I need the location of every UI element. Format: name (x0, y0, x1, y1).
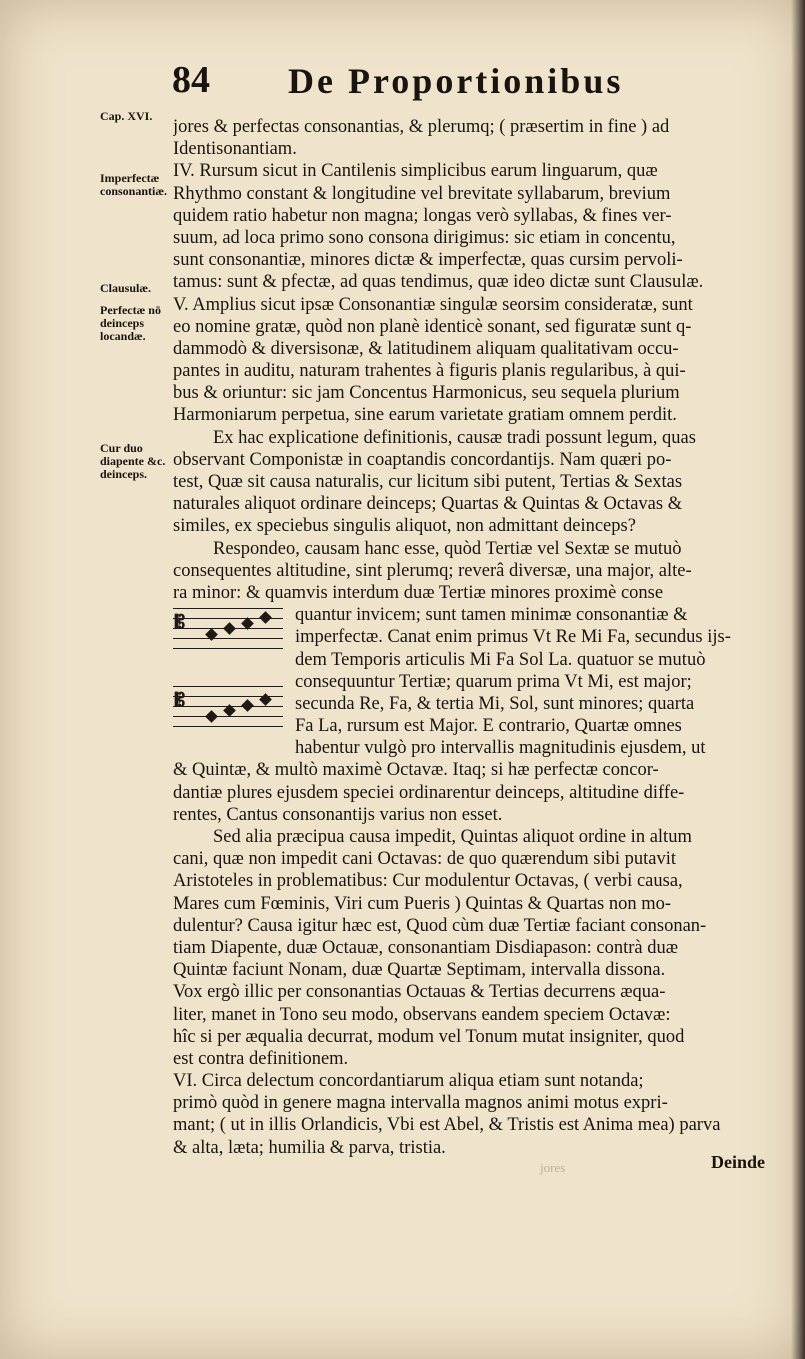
text-line: liter, manet in Tono seu modo, observans eandem speciem Octavæ: (173, 1004, 671, 1025)
margin-note-chapter: Cap. XVI. (100, 109, 153, 123)
text-line: dantiæ plures ejusdem speciei ordinarentur deinceps, altitudine diffe- (173, 782, 685, 803)
text-line: secunda Re, Fa, & tertia Mi, Sol, sunt minores; quarta (295, 693, 695, 714)
staff-line (173, 726, 283, 727)
text-line: suum, ad loca primo sono consona dirigimus: sic etiam in concentu, (173, 227, 676, 248)
margin-note-clausulae: Clausulæ. (100, 281, 152, 295)
text-line: jores & perfectas consonantias, & plerumq; ( præsertim in fine ) ad (173, 117, 670, 137)
staff-line (173, 648, 283, 649)
page-header (172, 58, 732, 108)
staff-line (173, 686, 283, 687)
running-title: De Proportionibus (288, 61, 624, 101)
text-line: Mares cum Fœminis, Viri cum Pueris ) Quintas & Quartas non mo- (173, 893, 671, 914)
text-line: Identisonantiam. (173, 139, 297, 160)
text-line: eo nomine gratæ, quòd non planè identicè sonant, sed figuratæ sunt q- (173, 316, 692, 337)
note-icon (205, 710, 218, 723)
text-line: Ex hac explicatione definitionis, causæ tradi possunt legum, quas (213, 427, 696, 448)
text-line: imperfectæ. Canat enim primus Vt Re Mi Fa, secundus ijs- (295, 627, 731, 648)
note-icon (223, 622, 236, 635)
text-line: Fa La, rursum est Major. E contrario, Quartæ omnes (295, 716, 682, 737)
text-line: & Quintæ, & multò maximè Octavæ. Itaq; si hæ perfectæ concor- (173, 760, 659, 781)
text-line: bus & oriuntur: sic jam Concentus Harmonicus, seu sequela plurium (173, 383, 680, 404)
text-line: rentes, Cantus consonantijs varius non esset. (173, 804, 503, 825)
text-line: Respondeo, causam hanc esse, quòd Tertiæ vel Sextæ se mutuò (213, 538, 682, 559)
text-line: V. Amplius sicut ipsæ Consonantiæ singulæ seorsim consideratæ, sunt (173, 294, 693, 315)
text-line: dem Temporis articulis Mi Fa Sol La. quatuor se mutuò (295, 649, 706, 670)
text-line: habentur vulgò pro intervallis magnitudinis ejusdem, ut (295, 738, 706, 759)
music-staff-upper (173, 604, 283, 652)
text-line: Vox ergò illic per consonantias Octauas & Tertias decurrens æqua- (173, 982, 666, 1003)
clef-icon: 𝄡 (175, 690, 186, 710)
text-line: ra minor: & quamvis interdum duæ Tertiæ minores proximè conse (173, 582, 664, 603)
margin-note-diapente: Cur duo diapente &c. deinceps. (100, 441, 166, 481)
text-line: primò quòd in genere magna intervalla magnos animi motus expri- (173, 1093, 668, 1114)
text-line: naturales aliquot ordinare deinceps; Quartas & Quintas & Octavas & (173, 494, 683, 515)
text-line: est contra definitionem. (173, 1048, 349, 1069)
text-line: Sed alia præcipua causa impedit, Quintas aliquot ordine in altum (213, 827, 692, 847)
text-line: observant Componistæ in coaptandis concordantijs. Nam quæri po- (173, 449, 672, 470)
bleed-through-text: jores (540, 1160, 566, 1175)
text-line: Harmoniarum perpetua, sine earum varietate gratiam omnem perdit. (173, 405, 677, 426)
margin-note-perfect: Perfectæ nō deinceps locandæ. (100, 303, 161, 343)
text-line: similes, ex speciebus singulis aliquot, non admittant deinceps? (173, 516, 636, 537)
text-line: Aristoteles in problematibus: Cur modulentur Octavas, ( verbi causa, (173, 871, 683, 892)
staff-line (173, 608, 283, 609)
text-line: mant; ( ut in illis Orlandicis, Vbi est Abel, & Tristis est Anima mea) parva (173, 1115, 721, 1136)
catchword: Deinde (711, 1152, 765, 1172)
text-line: sunt consonantiæ, minores dictæ & imperfectæ, quas cursim pervoli- (173, 250, 683, 271)
text-line: IV. Rursum sicut in Cantilenis simplicibus earum linguarum, quæ (173, 161, 658, 182)
text-line: Rhythmo constant & longitudine vel brevitate syllabarum, brevium (173, 183, 671, 204)
text-line: consequuntur Tertiæ; quarum prima Vt Mi, est major; (295, 671, 692, 692)
margin-note-imperfect: Imperfectæ consonantiæ. (100, 171, 168, 198)
page-number: 84 (172, 59, 210, 101)
text-line: tiam Diapente, duæ Octauæ, consonantiam Disdiapason: contrà duæ (173, 937, 679, 958)
text-line: Quintæ faciunt Nonam, duæ Quartæ Septimam, intervalla dissona. (173, 960, 666, 981)
text-line: dulentur? Causa igitur hæc est, Quod cùm duæ Tertiæ faciant consonan- (173, 915, 707, 936)
text-line: test, Quæ sit causa naturalis, cur licitum sibi putent, Tertias & Sextas (173, 472, 683, 492)
music-staff-lower (173, 682, 283, 730)
note-icon (259, 611, 272, 624)
clef-icon: 𝄡 (175, 612, 186, 632)
staff-line (173, 638, 283, 639)
text-line: tamus: sunt & pfectæ, ad quas tendimus, quæ ideo dictæ sunt Clausulæ. (173, 272, 704, 293)
text-line: cani, quæ non impedit cani Octavas: de quo quærendum sibi putavit (173, 849, 677, 870)
text-line: dammodò & diversisonæ, & latitudinem aliquam qualitativam occu- (173, 338, 679, 359)
text-line: quantur invicem; sunt tamen minimæ consonantiæ & (295, 605, 688, 626)
text-line: & alta, læta; humilia & parva, tristia. (173, 1137, 446, 1158)
text-line: consequentes altitudine, sint plerumq; reverâ diversæ, una major, alte- (173, 560, 692, 581)
text-line: quidem ratio habetur non magna; longas verò syllabas, & fines ver- (173, 205, 672, 226)
note-icon (241, 699, 254, 712)
text-line: VI. Circa delectum concordantiarum aliqua etiam sunt notanda; (173, 1071, 644, 1092)
text-line: pantes in auditu, naturam trahentes à figuris planis regularibus, à qui- (173, 361, 686, 382)
text-line: hîc si per æqualia decurrat, modum vel Tonum mutat insigniter, quod (173, 1026, 685, 1047)
